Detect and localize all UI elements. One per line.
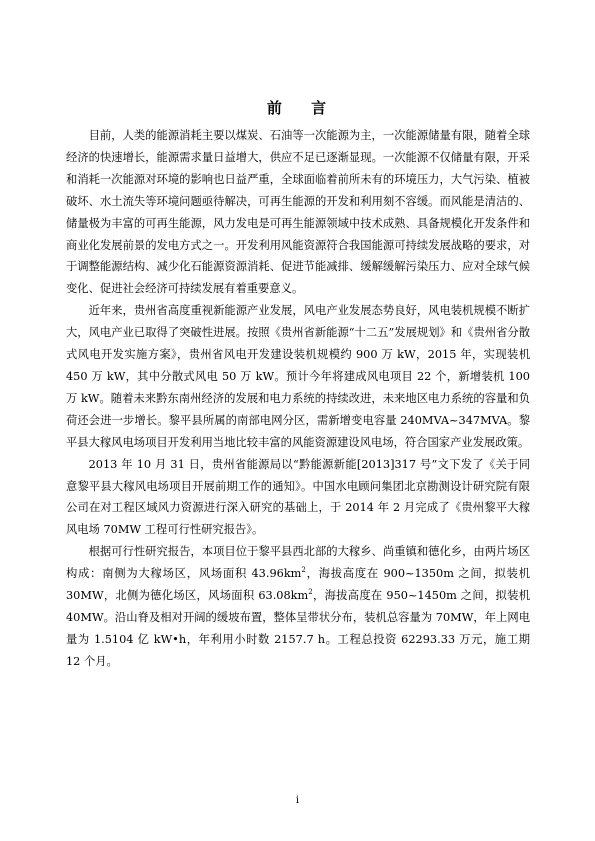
page-number: i (295, 795, 300, 806)
page-title: 前 言 (266, 99, 339, 117)
body-text (66, 125, 530, 673)
superscript: 2 (308, 588, 313, 597)
paragraph (66, 454, 530, 542)
text-run: 目前，人类的能源消耗主要以煤炭、石油等一次能源为主，一次能源储量有限，随着全球经济的快速增长，能源需求量日益增大，供应不足已逐渐显现。一次能源不仅储量有限，开采和消耗一次能源对环境的影响也日益严重，全球面临着前所未有的环境压力，大气污染、植被破坏、水土流失等环境问题亟待解决，可再生能源的开发和利用刻不容缓。而风能是清洁的、储量极为丰富的可再生能源，风力发电是可再生能源领域中技术成熟、具备规模化开发条件和商业化发展前景的发电方式之一。开发利用风能资源符合我国能源可持续发展战略的要求，对于调整能源结构、减少化石能源资源消耗、促进节能减排、缓解缓解污染压力、应对全球气候变化、促进社会经济可持续发展有着重要意义。 (66, 129, 530, 296)
text-run: 根据可行性研究报告，本项目位于黎平县西北部的大稼乡、尚重镇和德化乡，由两片场区构成：南侧为大稼场区，风场面积 43.96km (66, 545, 530, 581)
paragraph (66, 125, 530, 300)
superscript: 2 (301, 566, 306, 575)
text-run: ，海拔高度在 900~1350m 之间，拟装机 30MW，北侧为德化场区，风场面积 63.08km (66, 567, 530, 603)
paragraph (66, 300, 530, 453)
paragraph (66, 541, 530, 672)
text-run: 近年来，贵州省高度重视新能源产业发展，风电产业发展态势良好，风电装机规模不断扩大，风电产业已取得了突破性进展。按照《贵州省新能源“十二五”发展规划》和《贵州省分散式风电开发实施方案》，贵州省风电开发建设装机规模约 900 万 kW，2015 年，实现装机 450 万 kW，其中分散式风电 50 万 kW。预计今年将建成风电项目 22 个，新增装机 100 万 kW。随着未来黔东南州经济的发展和电力系统的持续改进，未来地区电力系统的容量和负荷还会进一步增长。黎平县所属的南部电网分区，需新增变电容量 240MVA~347MVA。黎平县大稼风电场项目开发利用当地比较丰富的风能资源建设风电场，符合国家产业发展政策。 (66, 304, 530, 449)
text-run: ，海拔高度在 950~1450m 之间，拟装机 40MW。沿山脊及相对开阔的缓坡布置，整体呈带状分布，装机总容量为 70MW，年上网电量为 1.5104 亿 kW•h，年利用小时数 2157.7 h。工程总投资 62293.33 万元，施工期 12 个月。 (66, 589, 530, 668)
text-run: 2013 年 10 月 31 日，贵州省能源局以“黔能源新能[2013]317 号”文下发了《关于同意黎平县大稼风电场项目开展前期工作的通知》。中国水电顾问集团北京勘测设计研究院有限公司在对工程区域风力资源进行深入研究的基础上，于 2014 年 2 月完成了《贵州黎平大稼风电场 70MW 工程可行性研究报告》。 (66, 457, 530, 537)
